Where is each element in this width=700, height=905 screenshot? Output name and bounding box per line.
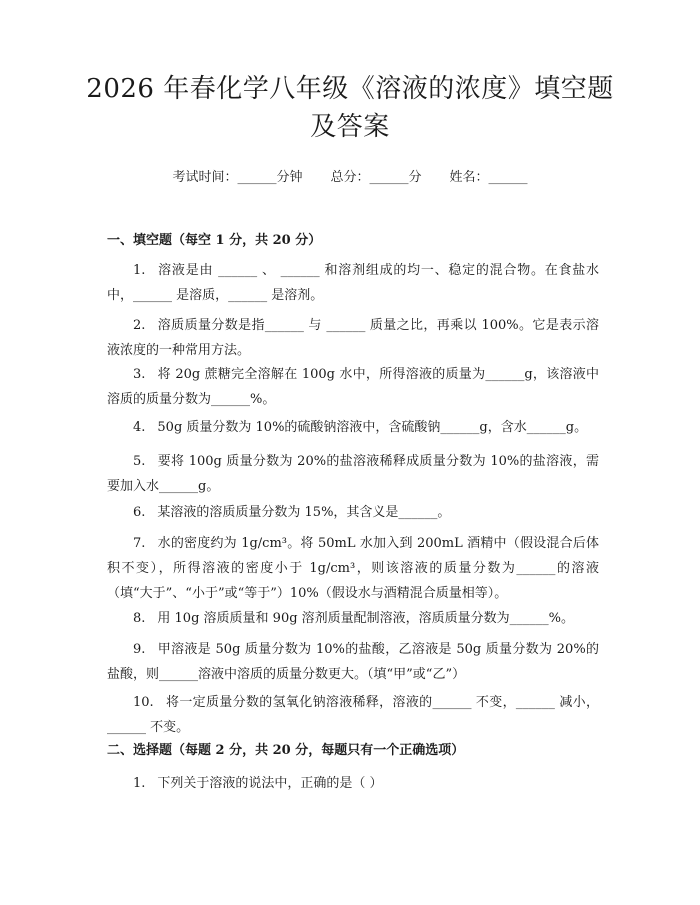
question-number: 5. — [133, 454, 146, 469]
document-title — [60, 70, 640, 146]
question-text: 用 10g 溶质质量和 90g 溶剂质量配制溶液，溶质质量分数为______%。 — [157, 611, 575, 626]
question-text: 50g 质量分数为 10%的硫酸钠溶液中，含硫酸钠______g，含水______g。 — [157, 420, 588, 435]
question-number: 6. — [133, 505, 146, 520]
question-number: 8. — [133, 611, 146, 626]
question-text: 下列关于溶液的说法中，正确的是（ ） — [157, 776, 383, 791]
section-heading-fill-in: 一、填空题（每空 1 分，共 20 分） — [107, 233, 322, 248]
question-text: 某溶液的溶质质量分数为 15%，其含义是______。 — [157, 505, 451, 520]
exam-info-line — [0, 168, 700, 188]
question-number: 2. — [133, 318, 146, 333]
question-number: 7. — [133, 536, 146, 551]
question-item — [107, 771, 599, 796]
exam-time: 考试时间：______分钟 — [172, 170, 303, 185]
question-item — [107, 531, 599, 606]
question-text: 溶质质量分数是指______ 与 ______ 质量之比，再乘以 100%。它是表示溶液浓度的一种常用方法。 — [107, 318, 599, 358]
question-text: 溶液是由 ______ 、 ______ 和溶剂组成的均一、稳定的混合物。在食盐水中，______ 是溶质，______ 是溶剂。 — [107, 263, 599, 303]
question-item — [107, 606, 599, 631]
question-item — [107, 690, 599, 740]
section-heading-multiple-choice: 二、选择题（每题 2 分，共 20 分，每题只有一个正确选项） — [107, 743, 465, 758]
title-line-2: 及答案 — [310, 112, 390, 142]
question-number: 1. — [133, 263, 146, 278]
question-item — [107, 637, 599, 687]
question-item — [107, 449, 599, 499]
question-item — [107, 415, 599, 440]
question-number: 3. — [133, 367, 146, 382]
question-text: 将一定质量分数的氢氧化钠溶液稀释，溶液的______ 不变，______ 减小，______ 不变。 — [107, 695, 599, 735]
question-text: 将 20g 蔗糖完全溶解在 100g 水中，所得溶液的质量为______g，该溶液中溶质的质量分数为______%。 — [107, 367, 599, 407]
question-text: 水的密度约为 1g/cm³。将 50mL 水加入到 200mL 酒精中（假设混合后体积不变），所得溶液的密度小于 1g/cm³，则该溶液的质量分数为______的溶液（填“大于”、“小于”或“等于”）10%（假设水与酒精混合质量相等）。 — [107, 536, 599, 601]
question-text: 甲溶液是 50g 质量分数为 10%的盐酸，乙溶液是 50g 质量分数为 20%的盐酸，则______溶液中溶质的质量分数更大。（填“甲”或“乙”） — [107, 642, 599, 682]
question-item — [107, 500, 599, 525]
question-item — [107, 362, 599, 412]
title-line-1: 2026 年春化学八年级《溶液的浓度》填空题 — [86, 74, 614, 104]
question-item — [107, 258, 599, 308]
question-number: 4. — [133, 420, 146, 435]
question-text: 要将 100g 质量分数为 20%的盐溶液稀释成质量分数为 10%的盐溶液，需要加入水______g。 — [107, 454, 599, 494]
student-name: 姓名：______ — [449, 170, 528, 185]
question-number: 1. — [133, 776, 146, 791]
question-number: 10. — [133, 695, 154, 710]
question-item — [107, 313, 599, 363]
question-number: 9. — [133, 642, 146, 657]
exam-total-score: 总分：______分 — [330, 170, 422, 185]
